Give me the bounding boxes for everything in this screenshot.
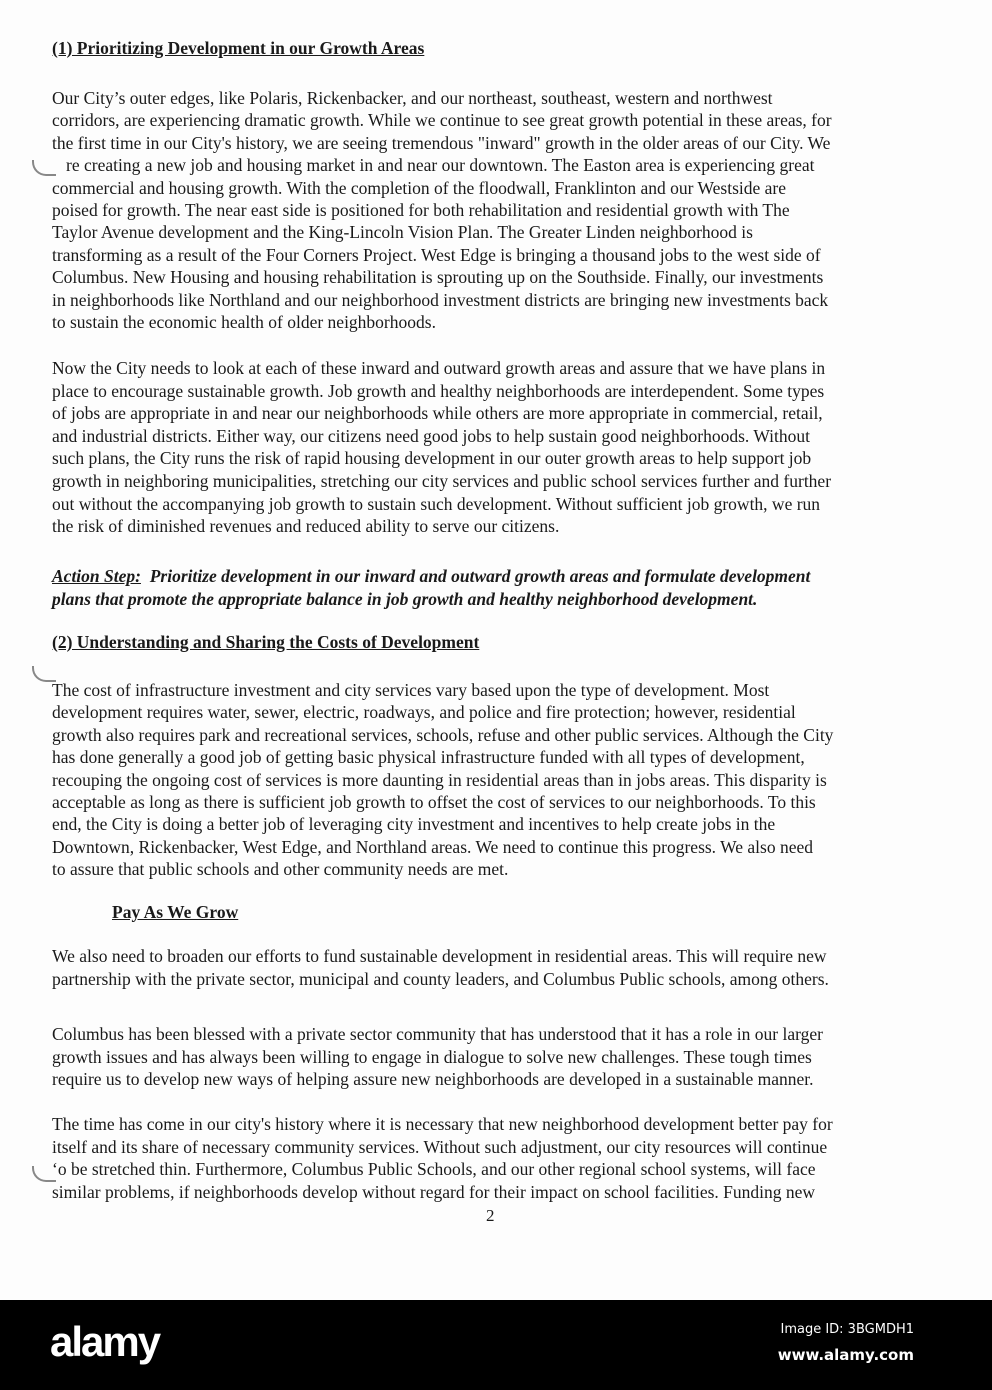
- text-line: require us to develop new ways of helping assure new neighborhoods are developed in a sustainable manner.: [52, 1069, 814, 1089]
- text-line: to sustain the economic health of older neighborhoods.: [52, 312, 436, 332]
- action-step-label: Action Step:: [52, 566, 141, 586]
- image-id: Image ID: 3BGMDH1: [780, 1322, 914, 1337]
- alamy-logo: alamy: [50, 1318, 160, 1365]
- action-step-line-2: plans that promote the appropriate balance in job growth and healthy neighborhood development.: [52, 589, 758, 609]
- text-line: Downtown, Rickenbacker, West Edge, and Northland areas. We need to continue this progress. We also need: [52, 836, 813, 857]
- text-line: such plans, the City runs the risk of rapid housing development in our outer growth areas to help support job: [52, 448, 812, 469]
- text-line: in neighborhoods like Northland and our neighborhood investment districts are bringing new investments back: [52, 289, 829, 310]
- text-line: end, the City is doing a better job of leveraging city investment and incentives to help create jobs in the: [52, 814, 776, 835]
- subheading-pay-as-we-grow: Pay As We Grow: [112, 902, 239, 922]
- text-line: to assure that public schools and other community needs are met.: [52, 859, 509, 880]
- text-line: re creating a new job and housing market in and near our downtown. The Easton area is experiencing great: [66, 155, 815, 176]
- site-url: www.alamy.com: [777, 1346, 914, 1364]
- text-line: Columbus. New Housing and housing rehabilitation is sprouting up on the Southside. Finally, our investments: [52, 267, 824, 288]
- text-line: transforming as a result of the Four Corners Project. West Edge is bringing a thousand jobs to the west side of: [52, 244, 821, 265]
- text-line: growth in neighboring municipalities, stretching our city services and public school services further and further: [52, 471, 832, 491]
- text-line: has done generally a good job of getting basic physical infrastructure funded with all types of development,: [52, 747, 805, 768]
- action-step-text: Prioritize development in our inward and outward growth areas and formulate development: [140, 566, 811, 586]
- binder-hole-mark: [32, 1166, 56, 1182]
- text-line: The time has come in our city's history where it is necessary that new neighborhood development better pay for: [52, 1114, 833, 1134]
- text-line: commercial and housing growth. With the completion of the floodwall, Franklinton and our Westside are: [52, 177, 787, 198]
- text-line: development requires water, sewer, electric, roadways, and police and fire protection; however, residential: [52, 702, 796, 723]
- text-line: partnership with the private sector, municipal and county leaders, and Columbus Public schools, among others.: [52, 968, 829, 989]
- text-line: poised for growth. The near east side is positioned for both rehabilitation and residential growth with The: [52, 200, 790, 220]
- text-line: the first time in our City's history, we are seeing tremendous "inward" growth in the older areas of our City. We: [52, 132, 831, 153]
- section-heading-2: (2) Understanding and Sharing the Costs of Development: [52, 632, 480, 652]
- text-line: recouping the ongoing cost of services is more daunting in residential areas than in jobs areas. This disparity is: [52, 769, 827, 790]
- binder-hole-mark: [32, 666, 56, 682]
- text-line: of jobs are appropriate in and near our neighborhoods while others are more appropriate in commercial, retail,: [52, 403, 823, 424]
- text-line: ‘o be stretched thin. Furthermore, Columbus Public Schools, and our other regional school systems, will face: [52, 1159, 816, 1179]
- text-line: Taylor Avenue development and the King-Lincoln Vision Plan. The Greater Linden neighborhood is: [52, 222, 753, 243]
- text-line: the risk of diminished revenues and reduced ability to serve our citizens.: [52, 516, 560, 537]
- text-line: similar problems, if neighborhoods develop without regard for their impact on school facilities. Funding new: [52, 1181, 816, 1202]
- text-line: acceptable as long as there is sufficient job growth to offset the cost of services to our neighborhoods. To this: [52, 792, 816, 812]
- text-line: We also need to broaden our efforts to fund sustainable development in residential areas. This will require new: [52, 946, 827, 966]
- text-line: and industrial districts. Either way, our citizens need good jobs to help sustain good neighborhoods. Without: [52, 425, 811, 446]
- watermark-bar: [0, 1300, 992, 1390]
- text-line: out without the accompanying job growth to sustain such development. Without sufficient job growth, we run: [52, 493, 821, 514]
- text-line: Columbus has been blessed with a private sector community that has understood that it has a role in our larger: [52, 1024, 823, 1044]
- text-line: place to encourage sustainable growth. Job growth and healthy neighborhoods are interdependent. Some types: [52, 380, 825, 401]
- text-line: corridors, are experiencing dramatic growth. While we continue to see great growth potential in these areas, for: [52, 110, 832, 131]
- text-line: growth issues and has always been willing to engage in dialogue to solve new challenges. These tough times: [52, 1046, 812, 1067]
- text-line: Our City’s outer edges, like Polaris, Rickenbacker, and our northeast, southeast, western and northwest: [52, 88, 773, 108]
- binder-hole-mark: [32, 160, 56, 176]
- text-line: Now the City needs to look at each of these inward and outward growth areas and assure that we have plans in: [52, 358, 826, 378]
- page-number: 2: [486, 1206, 495, 1225]
- action-step-line-1: [52, 566, 810, 586]
- text-line: growth also requires park and recreational services, schools, refuse and other public services. Although the City: [52, 724, 834, 745]
- text-line: itself and its share of necessary community services. Without such adjustment, our city resources will continue: [52, 1136, 828, 1157]
- section-heading-1: (1) Prioritizing Development in our Growth Areas: [52, 38, 425, 58]
- text-line: The cost of infrastructure investment and city services vary based upon the type of development. Most: [52, 680, 770, 700]
